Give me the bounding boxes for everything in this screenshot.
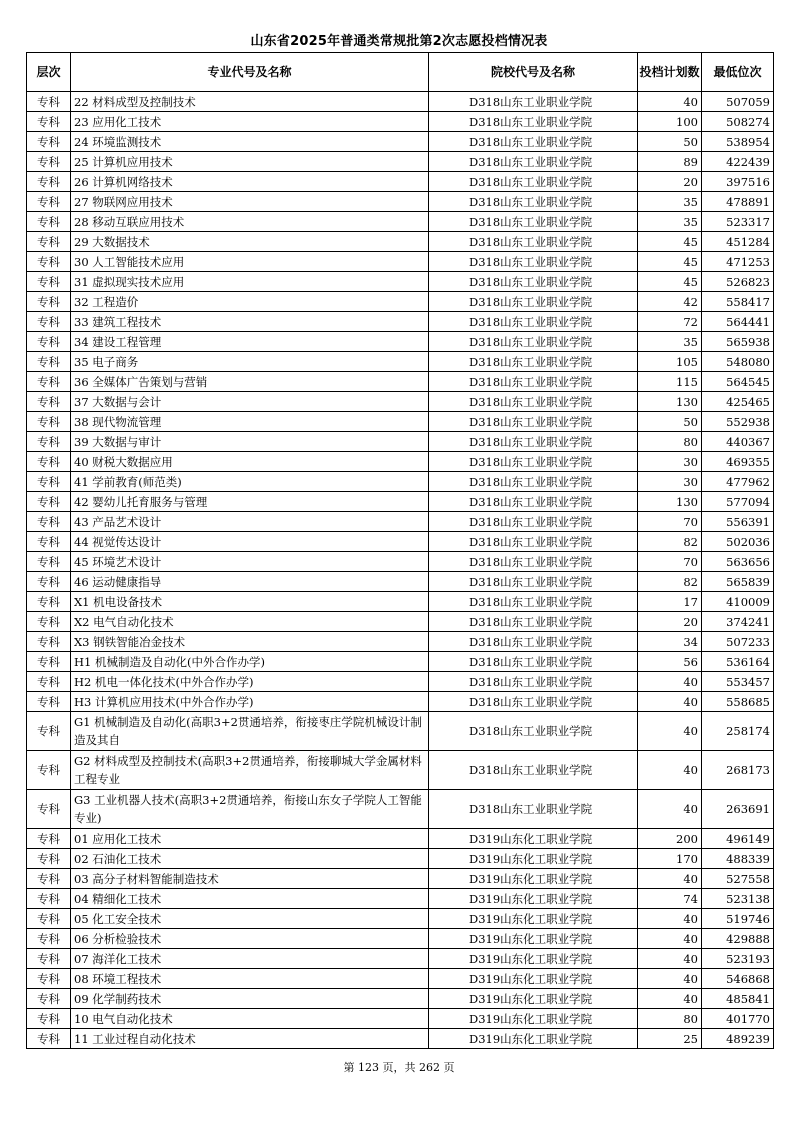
- cell-plan: 200: [638, 829, 702, 849]
- table-row: [27, 612, 774, 632]
- cell-school: D318山东工业职业学院: [429, 372, 638, 392]
- cell-plan: 50: [638, 412, 702, 432]
- cell-rank: 507233: [702, 632, 774, 652]
- cell-level: 专科: [27, 432, 71, 452]
- table-row: [27, 372, 774, 392]
- cell-major: 40 财税大数据应用: [71, 452, 429, 472]
- cell-major: G3 工业机器人技术(高职3+2贯通培养，衔接山东女子学院人工智能专业): [71, 790, 429, 829]
- cell-plan: 50: [638, 132, 702, 152]
- cell-plan: 30: [638, 472, 702, 492]
- cell-major: 33 建筑工程技术: [71, 312, 429, 332]
- cell-school: D318山东工业职业学院: [429, 592, 638, 612]
- table-row: [27, 1009, 774, 1029]
- table-row: [27, 751, 774, 790]
- cell-major: 34 建设工程管理: [71, 332, 429, 352]
- cell-school: D318山东工业职业学院: [429, 572, 638, 592]
- cell-rank: 489239: [702, 1029, 774, 1049]
- cell-rank: 558685: [702, 692, 774, 712]
- cell-plan: 89: [638, 152, 702, 172]
- table-row: [27, 332, 774, 352]
- cell-major: 22 材料成型及控制技术: [71, 92, 429, 112]
- cell-level: 专科: [27, 929, 71, 949]
- cell-major: 36 全媒体广告策划与营销: [71, 372, 429, 392]
- cell-plan: 74: [638, 889, 702, 909]
- table-row: [27, 492, 774, 512]
- cell-plan: 35: [638, 332, 702, 352]
- cell-major: 04 精细化工技术: [71, 889, 429, 909]
- cell-plan: 25: [638, 1029, 702, 1049]
- cell-level: 专科: [27, 692, 71, 712]
- cell-level: 专科: [27, 552, 71, 572]
- cell-plan: 82: [638, 572, 702, 592]
- cell-school: D318山东工业职业学院: [429, 112, 638, 132]
- cell-level: 专科: [27, 512, 71, 532]
- table-row: [27, 112, 774, 132]
- cell-level: 专科: [27, 829, 71, 849]
- cell-plan: 34: [638, 632, 702, 652]
- cell-level: 专科: [27, 192, 71, 212]
- cell-school: D319山东化工职业学院: [429, 929, 638, 949]
- cell-major: 10 电气自动化技术: [71, 1009, 429, 1029]
- cell-rank: 508274: [702, 112, 774, 132]
- cell-rank: 258174: [702, 712, 774, 751]
- cell-school: D318山东工业职业学院: [429, 312, 638, 332]
- cell-plan: 40: [638, 989, 702, 1009]
- cell-school: D318山东工业职业学院: [429, 292, 638, 312]
- cell-major: 06 分析检验技术: [71, 929, 429, 949]
- cell-level: 专科: [27, 909, 71, 929]
- table-row: [27, 672, 774, 692]
- cell-rank: 425465: [702, 392, 774, 412]
- cell-rank: 553457: [702, 672, 774, 692]
- table-row: [27, 989, 774, 1009]
- cell-school: D318山东工业职业学院: [429, 790, 638, 829]
- cell-major: 42 婴幼儿托育服务与管理: [71, 492, 429, 512]
- cell-major: 28 移动互联应用技术: [71, 212, 429, 232]
- table-row: [27, 432, 774, 452]
- cell-major: 26 计算机网络技术: [71, 172, 429, 192]
- table-row: [27, 592, 774, 612]
- table-row: [27, 352, 774, 372]
- cell-major: 27 物联网应用技术: [71, 192, 429, 212]
- cell-rank: 538954: [702, 132, 774, 152]
- cell-major: 41 学前教育(师范类): [71, 472, 429, 492]
- cell-school: D318山东工业职业学院: [429, 432, 638, 452]
- cell-major: G2 材料成型及控制技术(高职3+2贯通培养，衔接聊城大学金属材料工程专业: [71, 751, 429, 790]
- cell-level: 专科: [27, 1009, 71, 1029]
- cell-school: D318山东工业职业学院: [429, 612, 638, 632]
- cell-level: 专科: [27, 412, 71, 432]
- cell-school: D318山东工业职业学院: [429, 192, 638, 212]
- cell-school: D319山东化工职业学院: [429, 1009, 638, 1029]
- cell-level: 专科: [27, 212, 71, 232]
- cell-plan: 35: [638, 192, 702, 212]
- cell-rank: 563656: [702, 552, 774, 572]
- cell-school: D318山东工业职业学院: [429, 152, 638, 172]
- cell-school: D319山东化工职业学院: [429, 989, 638, 1009]
- cell-level: 专科: [27, 612, 71, 632]
- cell-rank: 401770: [702, 1009, 774, 1029]
- cell-rank: 577094: [702, 492, 774, 512]
- cell-plan: 40: [638, 909, 702, 929]
- cell-rank: 263691: [702, 790, 774, 829]
- cell-rank: 471253: [702, 252, 774, 272]
- cell-rank: 451284: [702, 232, 774, 252]
- cell-level: 专科: [27, 112, 71, 132]
- table-row: [27, 790, 774, 829]
- cell-major: 25 计算机应用技术: [71, 152, 429, 172]
- cell-level: 专科: [27, 592, 71, 612]
- table-row: [27, 172, 774, 192]
- cell-major: H2 机电一体化技术(中外合作办学): [71, 672, 429, 692]
- table-body: [27, 92, 774, 1049]
- table-row: [27, 652, 774, 672]
- cell-plan: 105: [638, 352, 702, 372]
- cell-rank: 552938: [702, 412, 774, 432]
- cell-level: 专科: [27, 492, 71, 512]
- cell-major: 32 工程造价: [71, 292, 429, 312]
- cell-rank: 397516: [702, 172, 774, 192]
- page-footer: 第 123 页，共 262 页: [343, 1061, 455, 1074]
- cell-plan: 45: [638, 232, 702, 252]
- cell-major: 08 环境工程技术: [71, 969, 429, 989]
- cell-major: X1 机电设备技术: [71, 592, 429, 612]
- cell-major: G1 机械制造及自动化(高职3+2贯通培养，衔接枣庄学院机械设计制造及其自: [71, 712, 429, 751]
- cell-level: 专科: [27, 532, 71, 552]
- header-level: 层次: [27, 53, 71, 92]
- table-row: [27, 869, 774, 889]
- cell-plan: 45: [638, 252, 702, 272]
- cell-major: 03 高分子材料智能制造技术: [71, 869, 429, 889]
- cell-school: D318山东工业职业学院: [429, 532, 638, 552]
- cell-rank: 507059: [702, 92, 774, 112]
- cell-rank: 527558: [702, 869, 774, 889]
- cell-level: 专科: [27, 949, 71, 969]
- cell-major: 43 产品艺术设计: [71, 512, 429, 532]
- cell-rank: 469355: [702, 452, 774, 472]
- cell-school: D319山东化工职业学院: [429, 969, 638, 989]
- cell-rank: 429888: [702, 929, 774, 949]
- cell-major: 35 电子商务: [71, 352, 429, 372]
- cell-major: 29 大数据技术: [71, 232, 429, 252]
- cell-plan: 130: [638, 492, 702, 512]
- table-row: [27, 472, 774, 492]
- cell-major: 02 石油化工技术: [71, 849, 429, 869]
- cell-school: D318山东工业职业学院: [429, 172, 638, 192]
- cell-school: D318山东工业职业学院: [429, 672, 638, 692]
- cell-plan: 40: [638, 790, 702, 829]
- table-row: [27, 632, 774, 652]
- cell-plan: 56: [638, 652, 702, 672]
- cell-major: 39 大数据与审计: [71, 432, 429, 452]
- cell-school: D318山东工业职业学院: [429, 751, 638, 790]
- cell-level: 专科: [27, 252, 71, 272]
- cell-school: D319山东化工职业学院: [429, 909, 638, 929]
- cell-major: 46 运动健康指导: [71, 572, 429, 592]
- cell-plan: 70: [638, 552, 702, 572]
- cell-major: H1 机械制造及自动化(中外合作办学): [71, 652, 429, 672]
- cell-rank: 523317: [702, 212, 774, 232]
- cell-school: D319山东化工职业学院: [429, 869, 638, 889]
- cell-school: D319山东化工职业学院: [429, 829, 638, 849]
- cell-major: 07 海洋化工技术: [71, 949, 429, 969]
- cell-plan: 40: [638, 692, 702, 712]
- cell-level: 专科: [27, 472, 71, 492]
- page-title: 山东省2025年普通类常规批第2次志愿投档情况表: [250, 34, 548, 49]
- table-row: [27, 152, 774, 172]
- cell-level: 专科: [27, 751, 71, 790]
- cell-plan: 20: [638, 172, 702, 192]
- cell-rank: 546868: [702, 969, 774, 989]
- cell-school: D318山东工业职业学院: [429, 132, 638, 152]
- cell-rank: 374241: [702, 612, 774, 632]
- cell-level: 专科: [27, 272, 71, 292]
- cell-major: X3 钢铁智能冶金技术: [71, 632, 429, 652]
- cell-major: 45 环境艺术设计: [71, 552, 429, 572]
- table-row: [27, 829, 774, 849]
- cell-level: 专科: [27, 712, 71, 751]
- cell-plan: 115: [638, 372, 702, 392]
- cell-school: D318山东工业职业学院: [429, 512, 638, 532]
- cell-level: 专科: [27, 652, 71, 672]
- cell-school: D318山东工业职业学院: [429, 652, 638, 672]
- cell-plan: 40: [638, 92, 702, 112]
- cell-rank: 488339: [702, 849, 774, 869]
- cell-rank: 485841: [702, 989, 774, 1009]
- header-school: 院校代号及名称: [429, 53, 638, 92]
- cell-rank: 564545: [702, 372, 774, 392]
- cell-rank: 536164: [702, 652, 774, 672]
- table-row: [27, 212, 774, 232]
- cell-major: 09 化学制药技术: [71, 989, 429, 1009]
- cell-plan: 82: [638, 532, 702, 552]
- cell-plan: 20: [638, 612, 702, 632]
- table-row: [27, 512, 774, 532]
- cell-level: 专科: [27, 232, 71, 252]
- cell-school: D318山东工业职业学院: [429, 92, 638, 112]
- cell-school: D318山东工业职业学院: [429, 272, 638, 292]
- cell-rank: 410009: [702, 592, 774, 612]
- table-row: [27, 1029, 774, 1049]
- cell-school: D318山东工业职业学院: [429, 252, 638, 272]
- cell-rank: 565839: [702, 572, 774, 592]
- table-header-row: [27, 53, 774, 92]
- cell-level: 专科: [27, 672, 71, 692]
- cell-rank: 519746: [702, 909, 774, 929]
- cell-plan: 40: [638, 672, 702, 692]
- table-row: [27, 392, 774, 412]
- table-row: [27, 532, 774, 552]
- cell-level: 专科: [27, 92, 71, 112]
- cell-level: 专科: [27, 1029, 71, 1049]
- cell-plan: 17: [638, 592, 702, 612]
- table-row: [27, 272, 774, 292]
- cell-school: D318山东工业职业学院: [429, 212, 638, 232]
- cell-level: 专科: [27, 132, 71, 152]
- table-row: [27, 192, 774, 212]
- cell-plan: 35: [638, 212, 702, 232]
- cell-plan: 42: [638, 292, 702, 312]
- cell-plan: 40: [638, 949, 702, 969]
- cell-rank: 526823: [702, 272, 774, 292]
- cell-school: D318山东工业职业学院: [429, 392, 638, 412]
- cell-plan: 40: [638, 969, 702, 989]
- cell-level: 专科: [27, 372, 71, 392]
- cell-school: D319山东化工职业学院: [429, 1029, 638, 1049]
- cell-rank: 422439: [702, 152, 774, 172]
- cell-plan: 40: [638, 929, 702, 949]
- header-rank: 最低位次: [702, 53, 774, 92]
- cell-rank: 502036: [702, 532, 774, 552]
- cell-school: D318山东工业职业学院: [429, 692, 638, 712]
- table-row: [27, 929, 774, 949]
- cell-major: 30 人工智能技术应用: [71, 252, 429, 272]
- cell-major: 01 应用化工技术: [71, 829, 429, 849]
- cell-school: D318山东工业职业学院: [429, 352, 638, 372]
- cell-level: 专科: [27, 632, 71, 652]
- cell-level: 专科: [27, 889, 71, 909]
- cell-major: 11 工业过程自动化技术: [71, 1029, 429, 1049]
- cell-plan: 70: [638, 512, 702, 532]
- cell-rank: 564441: [702, 312, 774, 332]
- cell-plan: 40: [638, 751, 702, 790]
- cell-major: 37 大数据与会计: [71, 392, 429, 412]
- cell-major: 05 化工安全技术: [71, 909, 429, 929]
- cell-plan: 30: [638, 452, 702, 472]
- cell-school: D318山东工业职业学院: [429, 552, 638, 572]
- table-row: [27, 252, 774, 272]
- cell-level: 专科: [27, 292, 71, 312]
- cell-rank: 477962: [702, 472, 774, 492]
- cell-rank: 548080: [702, 352, 774, 372]
- table-row: [27, 969, 774, 989]
- cell-level: 专科: [27, 572, 71, 592]
- cell-plan: 40: [638, 712, 702, 751]
- cell-rank: 556391: [702, 512, 774, 532]
- cell-level: 专科: [27, 152, 71, 172]
- cell-school: D318山东工业职业学院: [429, 492, 638, 512]
- table-row: [27, 232, 774, 252]
- header-major: 专业代号及名称: [71, 53, 429, 92]
- cell-plan: 40: [638, 869, 702, 889]
- cell-rank: 558417: [702, 292, 774, 312]
- table-row: [27, 312, 774, 332]
- cell-plan: 45: [638, 272, 702, 292]
- header-plan: 投档计划数: [638, 53, 702, 92]
- cell-school: D319山东化工职业学院: [429, 849, 638, 869]
- cell-level: 专科: [27, 332, 71, 352]
- cell-major: H3 计算机应用技术(中外合作办学): [71, 692, 429, 712]
- cell-rank: 523138: [702, 889, 774, 909]
- cell-rank: 523193: [702, 949, 774, 969]
- table-row: [27, 849, 774, 869]
- cell-major: 44 视觉传达设计: [71, 532, 429, 552]
- cell-school: D318山东工业职业学院: [429, 452, 638, 472]
- cell-major: 38 现代物流管理: [71, 412, 429, 432]
- table-row: [27, 92, 774, 112]
- cell-major: 23 应用化工技术: [71, 112, 429, 132]
- cell-rank: 268173: [702, 751, 774, 790]
- cell-school: D318山东工业职业学院: [429, 232, 638, 252]
- cell-level: 专科: [27, 352, 71, 372]
- cell-school: D319山东化工职业学院: [429, 889, 638, 909]
- table-row: [27, 412, 774, 432]
- cell-plan: 130: [638, 392, 702, 412]
- table-row: [27, 572, 774, 592]
- cell-plan: 170: [638, 849, 702, 869]
- cell-level: 专科: [27, 392, 71, 412]
- cell-rank: 478891: [702, 192, 774, 212]
- cell-level: 专科: [27, 452, 71, 472]
- cell-level: 专科: [27, 869, 71, 889]
- cell-plan: 80: [638, 1009, 702, 1029]
- table-row: [27, 889, 774, 909]
- cell-rank: 496149: [702, 829, 774, 849]
- cell-plan: 100: [638, 112, 702, 132]
- table-row: [27, 909, 774, 929]
- cell-plan: 80: [638, 432, 702, 452]
- table-row: [27, 452, 774, 472]
- table-row: [27, 552, 774, 572]
- table-row: [27, 949, 774, 969]
- table-row: [27, 132, 774, 152]
- cell-level: 专科: [27, 989, 71, 1009]
- cell-school: D318山东工业职业学院: [429, 712, 638, 751]
- cell-major: X2 电气自动化技术: [71, 612, 429, 632]
- cell-school: D318山东工业职业学院: [429, 412, 638, 432]
- cell-level: 专科: [27, 849, 71, 869]
- cell-level: 专科: [27, 172, 71, 192]
- cell-school: D319山东化工职业学院: [429, 949, 638, 969]
- cell-plan: 72: [638, 312, 702, 332]
- cell-major: 24 环境监测技术: [71, 132, 429, 152]
- cell-school: D318山东工业职业学院: [429, 472, 638, 492]
- table-row: [27, 692, 774, 712]
- cell-school: D318山东工业职业学院: [429, 332, 638, 352]
- cell-major: 31 虚拟现实技术应用: [71, 272, 429, 292]
- cell-rank: 565938: [702, 332, 774, 352]
- cell-level: 专科: [27, 790, 71, 829]
- cell-level: 专科: [27, 312, 71, 332]
- table-row: [27, 292, 774, 312]
- cell-rank: 440367: [702, 432, 774, 452]
- cell-level: 专科: [27, 969, 71, 989]
- cell-school: D318山东工业职业学院: [429, 632, 638, 652]
- table-row: [27, 712, 774, 751]
- admission-table: [26, 52, 774, 1049]
